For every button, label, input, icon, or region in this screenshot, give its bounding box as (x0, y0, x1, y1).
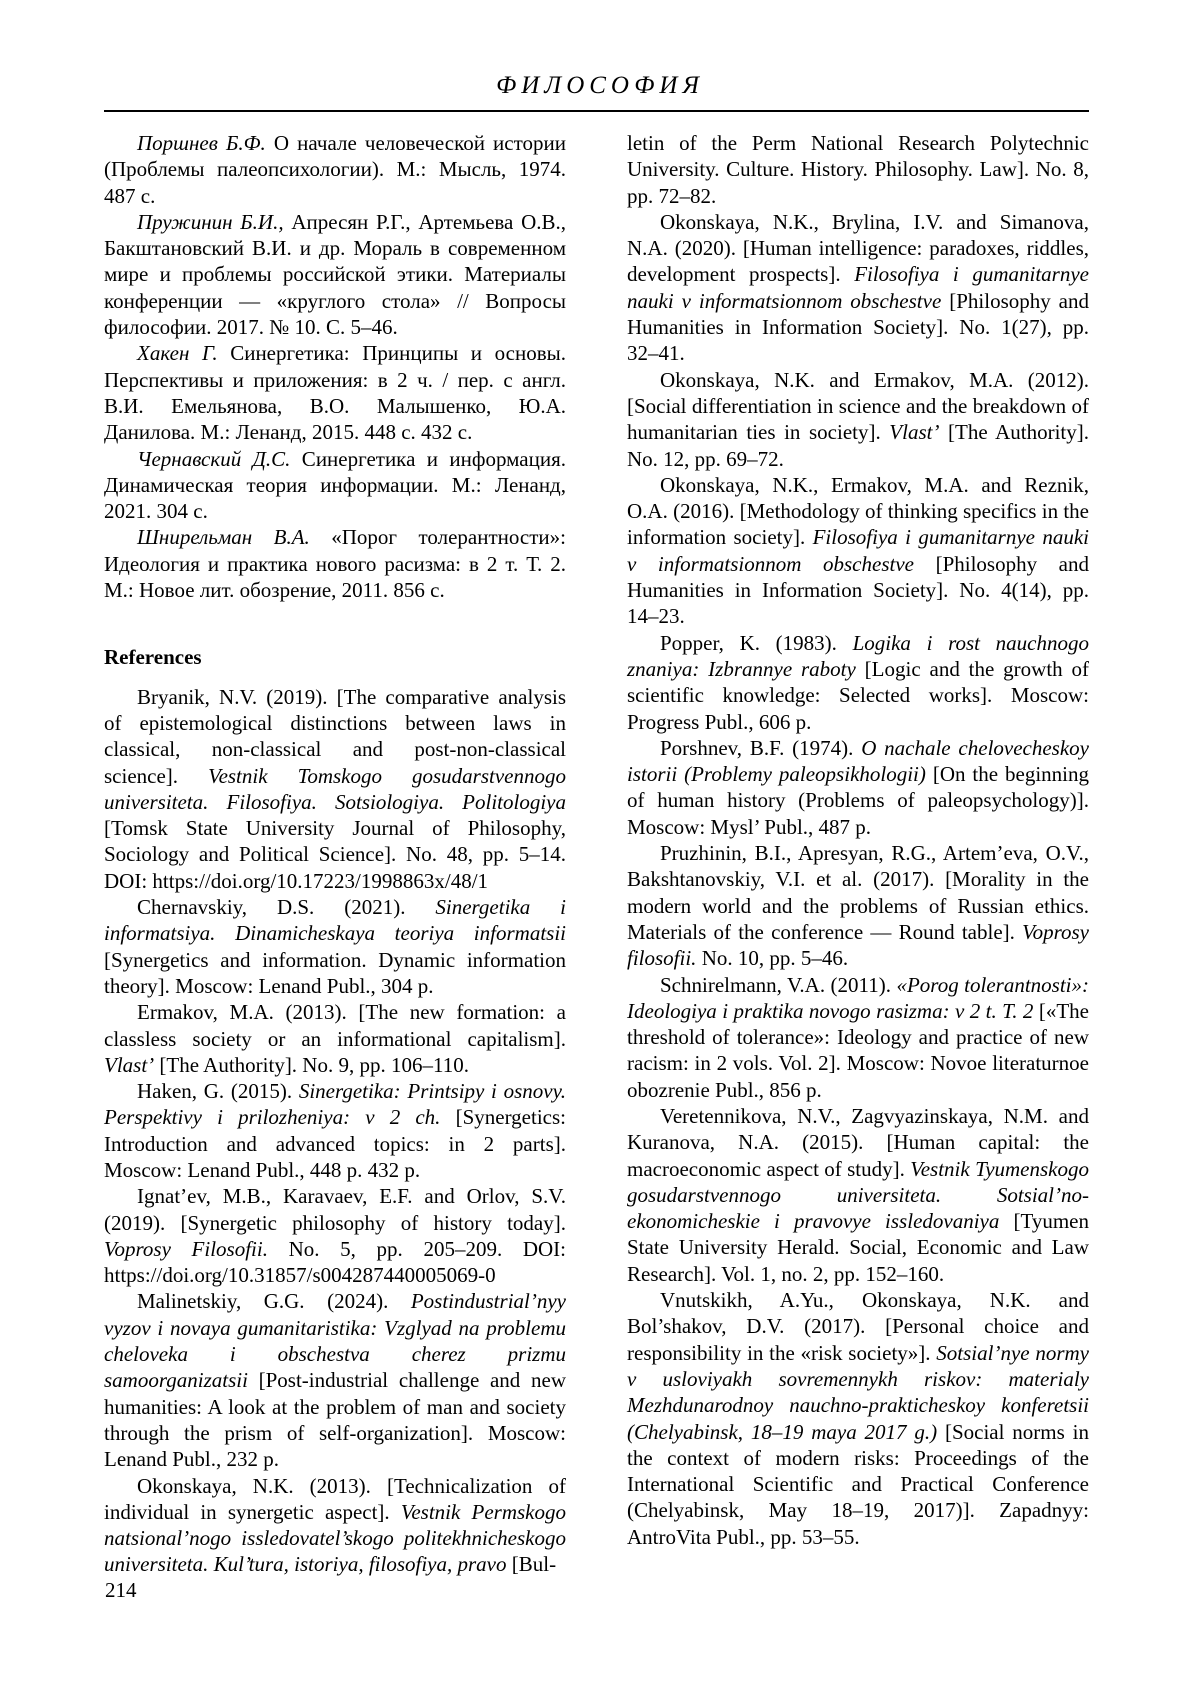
journal-section-title: ФИЛОСОФИЯ (496, 72, 704, 99)
reference-entry: letin of the Perm National Research Polytechnic University. Culture. History. Philosophy. Law]. No. 8, pp. 72–82. (627, 131, 1089, 208)
russian-reference-entry: Шнирельман В.А. «Порог толерантности»: Идеология и практика нового расизма: в 2 т. Т. 2. М.: Новое лит. обозрение, 2011. 856 с. (104, 525, 566, 603)
russian-reference-entry: Хакен Г. Синергетика: Принципы и основы. Перспективы и приложения: в 2 ч. / пер. с англ. В.И. Емельянова, В.О. Малышенко, Ю.А. Данилова. М.: Ленанд, 2015. 448 с. 432 с. (104, 341, 566, 445)
reference-entry: Veretennikova, N.V., Zagvyazinskaya, N.M. and Kuranova, N.A. (2015). [Human capital: the macroeconomic aspect of study]. Vestnik Tyumenskogo gosudarstvennogo universiteta. Sotsial’no-ekonomicheskie i pravovye issledovaniya [Tyumen State University Herald. Social, Economic and Law Research]. Vol. 1, no. 2, pp. 152–160. (627, 1103, 1089, 1286)
page-number: 214 (105, 1578, 137, 1602)
reference-entry: Porshnev, B.F. (1974). O nachale chelovecheskoy istorii (Problemy paleopsikhologii) [On the beginning of human history (Problems of paleopsychology)]. Moscow: Mysl’ Publ., 487 p. (627, 735, 1089, 839)
references-list-left (104, 684, 566, 1578)
russian-reference-entry: Поршнев Б.Ф. О начале человеческой истории (Проблемы палеопсихологии). М.: Мысль, 1974. 487 с. (104, 131, 566, 208)
russian-references-list (104, 130, 566, 603)
reference-entry: Okonskaya, N.K., Brylina, I.V. and Simanova, N.A. (2020). [Human intelligence: paradoxes, riddles, development prospects]. Filosofiya i gumanitarnye nauki v informatsionnom obschestve [Philosophy and Humanities in Information Society]. No. 1(27), pp. 32–41. (627, 209, 1089, 366)
references-list-right (627, 130, 1089, 1550)
reference-entry: Okonskaya, N.K. (2013). [Technicalization of individual in synergetic aspect]. Vestnik Permskogo natsional’nogo issledovatel’skogo politekhnicheskogo universiteta. Kul’tura, istoriya, filosofiya, pravo [Bul- (104, 1473, 567, 1577)
reference-entry: Popper, K. (1983). Logika i rost nauchnogo znaniya: Izbrannye raboty [Logic and the growth of scientific knowledge: Selected works]. Moscow: Progress Publ., 606 p. (627, 630, 1089, 734)
reference-entry: Bryanik, N.V. (2019). [The comparative analysis of epistemological distinctions between laws in classical, non-classical and post-non-classical science]. Vestnik Tomskogo gosudarstvennogo universiteta. Filosofiya. Sotsiologiya. Politologiya [Tomsk State University Journal of Philosophy, Sociology and Political Science]. No. 48, pp. 5–14. DOI: https://doi.org/10.17223/1998863x/48/1 (104, 684, 566, 893)
reference-entry: Pruzhinin, B.I., Apresyan, R.G., Artem’eva, O.V., Bakshtanovskiy, V.I. et al. (2017). [Morality in the modern world and the problems of Russian ethics. Materials of the conference — Round table]. Voprosy filosofii. No. 10, pp. 5–46. (627, 841, 1089, 971)
reference-entry: Ermakov, M.A. (2013). [The new formation: a classless society or an informational capitalism]. Vlast’ [The Authority]. No. 9, pp. 106–110. (104, 1000, 566, 1077)
russian-reference-entry: Чернавский Д.С. Синергетика и информация. Динамическая теория информации. М.: Ленанд, 2021. 304 с. (104, 446, 566, 524)
right-column (627, 130, 1089, 1550)
reference-entry: Okonskaya, N.K., Ermakov, M.A. and Reznik, O.A. (2016). [Methodology of thinking specifics in the information society]. Filosofiya i gumanitarnye nauki v informatsionnom obschestve [Philosophy and Humanities in Information Society]. No. 4(14), pp. 14–23. (627, 472, 1090, 629)
reference-entry: Vnutskikh, A.Yu., Okonskaya, N.K. and Bol’shakov, D.V. (2017). [Personal choice and responsibility in the «risk society»]. Sotsial’nye normy v usloviyakh sovremennykh riskov: materialy Mezhdunarodnoy nauchno-prakticheskoy konferetsii (Chelyabinsk, 18–19 maya 2017 g.) [Social norms in the context of modern risks: Proceedings of the International Scientific and Practical Conference (Chelyabinsk, May 18–19, 2017)]. Zapadnyy: AntroVita Publ., pp. 53–55. (627, 1288, 1089, 1549)
references-heading: References (104, 645, 202, 670)
reference-entry: Schnirelmann, V.A. (2011). «Porog tolerantnosti»: Ideologiya i praktika novogo rasizma: v 2 t. T. 2 [«The threshold of tolerance»: Ideology and practice of new racism: in 2 vols. Vol. 2]. Moscow: Novoe literaturnoe obozrenie Publ., 856 p. (627, 972, 1089, 1102)
two-column-text-body (104, 130, 1089, 1578)
reference-entry: Malinetskiy, G.G. (2024). Postindustrial’nyy vyzov i novaya gumanitaristika: Vzglyad na problemu cheloveka i obschestva cherez prizmu samoorganizatsii [Post-industrial challenge and new humanities: A look at the problem of man and society through the prism of self-organization]. Moscow: Lenand Publ., 232 p. (104, 1289, 566, 1472)
russian-reference-entry: Пружинин Б.И., Апресян Р.Г., Артемьева О.В., Бакштановский В.И. и др. Мораль в современном мире и проблемы российской этики. Материалы конференции — «круглого стола» // Вопросы философии. 2017. № 10. С. 5–46. (104, 209, 567, 340)
left-column (104, 130, 566, 1578)
reference-entry: Okonskaya, N.K. and Ermakov, M.A. (2012). [Social differentiation in science and the breakdown of humanitarian ties in society]. Vlast’ [The Authority]. No. 12, pp. 69–72. (627, 367, 1089, 471)
header-rule (104, 110, 1089, 112)
reference-entry: Chernavskiy, D.S. (2021). Sinergetika i informatsiya. Dinamicheskaya teoriya informatsii [Synergetics and information. Dynamic information theory]. Moscow: Lenand Publ., 304 p. (104, 895, 566, 998)
reference-entry: Haken, G. (2015). Sinergetika: Printsipy i osnovy. Perspektivy i prilozheniya: v 2 ch. [Synergetics: Introduction and advanced topics: in 2 parts]. Moscow: Lenand Publ., 448 p. 432 p. (104, 1079, 566, 1182)
reference-entry: Ignat’ev, M.B., Karavaev, E.F. and Orlov, S.V. (2019). [Synergetic philosophy of history today]. Voprosy Filosofii. No. 5, pp. 205–209. DOI: https://doi.org/10.31857/s004287440005069-0 (104, 1184, 566, 1288)
